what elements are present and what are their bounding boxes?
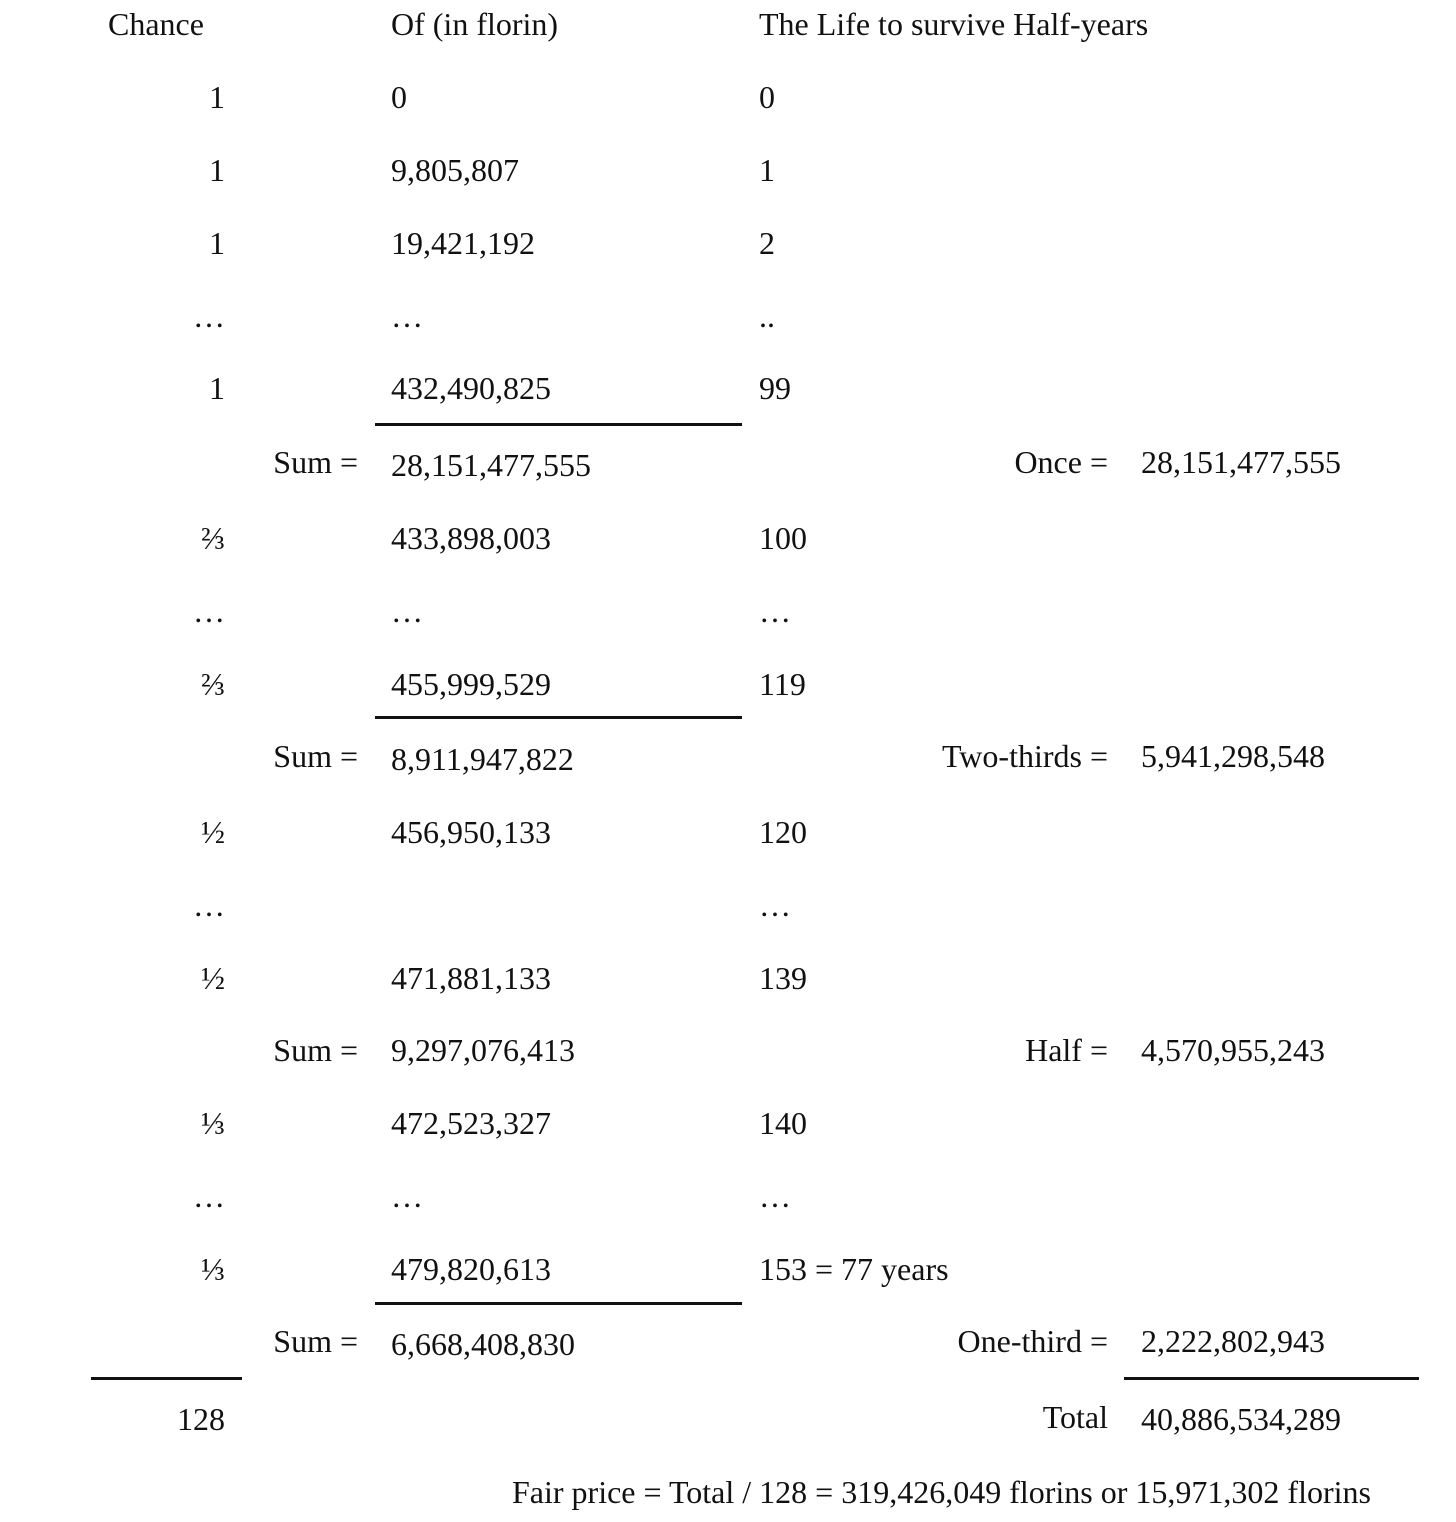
row-chance: …	[193, 593, 225, 629]
row-chance: …	[193, 887, 225, 923]
weighted-sum: 5,941,298,548	[1141, 738, 1325, 774]
row-life: 1	[759, 152, 775, 188]
fair-price-line: Fair price = Total / 128 = 319,426,049 florins or 15,971,302 florins	[512, 1474, 1371, 1510]
header-chance: Chance	[108, 6, 204, 42]
row-chance: 1	[209, 370, 225, 406]
row-amount: 19,421,192	[391, 225, 535, 261]
row-life: 2	[759, 225, 775, 261]
row-chance: ½	[201, 814, 225, 850]
row-life: …	[759, 1178, 791, 1214]
header-amount: Of (in florin)	[391, 6, 559, 42]
row-chance: 1	[209, 79, 225, 115]
row-chance: ⅓	[201, 1105, 225, 1141]
row-chance: 1	[209, 225, 225, 261]
row-amount: 455,999,529	[391, 666, 551, 702]
row-life: 0	[759, 79, 775, 115]
row-amount: 0	[391, 79, 407, 115]
row-life: 153 = 77 years	[759, 1251, 949, 1287]
row-amount: 433,898,003	[391, 520, 551, 556]
sum-label: Sum =	[273, 444, 358, 480]
sum-value: 6,668,408,830	[391, 1326, 575, 1362]
sum-rule	[375, 716, 742, 719]
row-life: 99	[759, 370, 791, 406]
row-life: ..	[759, 298, 775, 334]
sum-label: Sum =	[273, 738, 358, 774]
weighted-sum: 28,151,477,555	[1141, 444, 1341, 480]
row-amount: 456,950,133	[391, 814, 551, 850]
sum-value: 9,297,076,413	[391, 1032, 575, 1068]
weight-label: One-third =	[957, 1323, 1108, 1359]
row-life: 139	[759, 960, 807, 996]
row-amount: …	[391, 593, 423, 629]
row-chance: 1	[209, 152, 225, 188]
weighted-sum: 2,222,802,943	[1141, 1323, 1325, 1359]
row-chance: ⅓	[201, 1251, 225, 1287]
sum-label: Sum =	[273, 1032, 358, 1068]
total-count: 128	[177, 1401, 225, 1437]
row-life: 140	[759, 1105, 807, 1141]
sum-rule	[375, 423, 742, 426]
row-amount: …	[391, 298, 423, 334]
row-amount: 472,523,327	[391, 1105, 551, 1141]
row-amount: 471,881,133	[391, 960, 551, 996]
sum-label: Sum =	[273, 1323, 358, 1359]
total-rule	[1124, 1377, 1419, 1380]
row-amount: 432,490,825	[391, 370, 551, 406]
weight-label: Half =	[1025, 1032, 1108, 1068]
sum-rule	[375, 1302, 742, 1305]
weight-label: Once =	[1014, 444, 1108, 480]
row-amount: …	[391, 1178, 423, 1214]
count-rule	[91, 1377, 242, 1380]
sum-value: 8,911,947,822	[391, 741, 574, 777]
row-life: …	[759, 593, 791, 629]
weighted-sum: 4,570,955,243	[1141, 1032, 1325, 1068]
sum-value: 28,151,477,555	[391, 447, 591, 483]
weight-label: Two-thirds =	[941, 738, 1108, 774]
row-chance: ⅔	[201, 520, 225, 556]
row-chance: ⅔	[201, 666, 225, 702]
row-chance: …	[193, 298, 225, 334]
row-life: 119	[759, 666, 806, 702]
row-amount: 9,805,807	[391, 152, 519, 188]
row-chance: …	[193, 1178, 225, 1214]
total-label: Total	[1042, 1399, 1108, 1435]
row-life: 120	[759, 814, 807, 850]
row-amount: 479,820,613	[391, 1251, 551, 1287]
total-value: 40,886,534,289	[1141, 1401, 1341, 1437]
row-life: …	[759, 887, 791, 923]
header-life: The Life to survive Half-years	[759, 6, 1149, 42]
row-chance: ½	[201, 960, 225, 996]
row-life: 100	[759, 520, 807, 556]
